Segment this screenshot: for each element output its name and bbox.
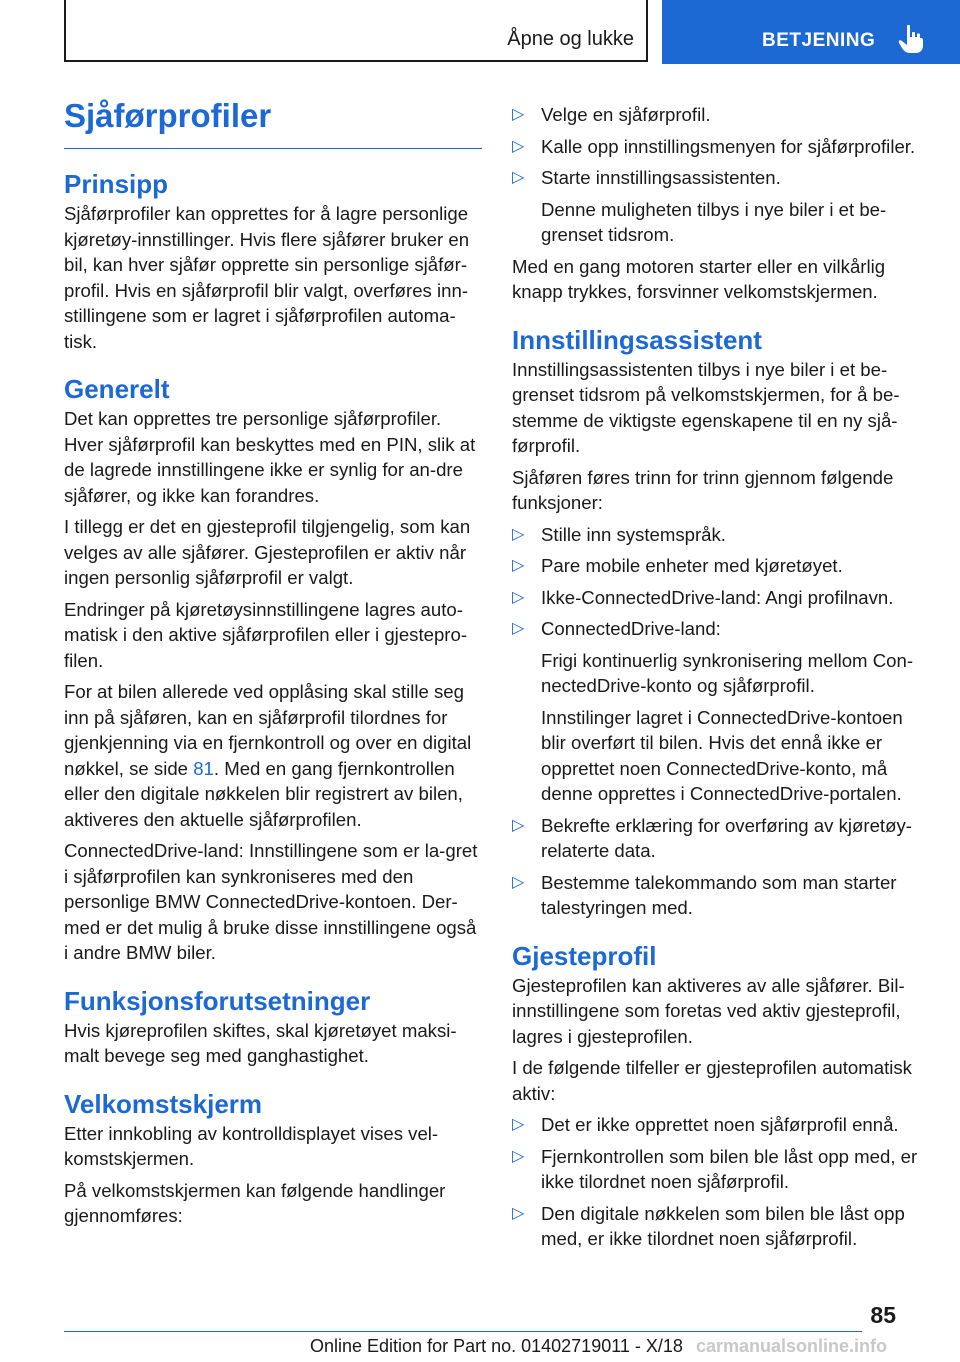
list-item — [512, 165, 930, 248]
list-item — [512, 553, 930, 579]
heading-innstillingsassistent: Innstillingsassistent — [512, 324, 762, 355]
hand-pointer-icon — [898, 24, 924, 54]
list-item — [512, 616, 930, 807]
list-item-note: Innstilinger lagret i ConnectedDrive-kontoen blir overført til bilen. Hvis det ennå ikke er opprettet noen ConnectedDrive-konto, må denne opprettes i ConnectedDrive-portalen. — [541, 706, 903, 804]
header-section-box — [64, 0, 648, 62]
list-item-text: Den digitale nøkkelen som bilen ble låst opp med, er ikke tilordnet noen sjåførprofil. — [541, 1202, 905, 1249]
triangle-bullet-icon: ▷ — [512, 873, 525, 891]
paragraph: Hvis kjøreprofilen skiftes, skal kjøretøyet maksi-malt bevege seg med ganghastighet. — [64, 1019, 457, 1066]
right-column — [512, 102, 930, 1258]
list-item-text: Fjernkontrollen som bilen ble låst opp med, er ikke tilordnet noen sjåførprofil. — [541, 1145, 918, 1192]
footer-divider — [64, 1331, 862, 1332]
paragraph: ConnectedDrive-land: Innstillingene som er la-gret i sjåførprofilen kan synkroniseres med den personlige BMW ConnectedDrive-kontoen. Der-med er det mulig å bruke disse innstillingene også i andre BMW biler. — [64, 840, 478, 963]
heading-funksjonsforutsetninger: Funksjonsforutsetninger — [64, 985, 371, 1016]
chapter-title: BETJENING — [762, 30, 876, 51]
list-item — [512, 134, 930, 160]
section-title: Åpne og lukke — [507, 28, 634, 50]
assistant-functions-list — [512, 522, 930, 921]
list-item-text: Velge en sjåførprofil. — [541, 104, 711, 125]
triangle-bullet-icon: ▷ — [512, 620, 525, 637]
triangle-bullet-icon: ▷ — [512, 169, 525, 186]
welcome-actions-list — [512, 102, 930, 248]
triangle-bullet-icon: ▷ — [512, 557, 525, 574]
paragraph: Det kan opprettes tre personlige sjåførprofiler. Hver sjåførprofil kan beskyttes med en PIN, slik at de lagrede innstillingene ikke er synlig for an-dre sjåfører, og ikke kan forandres. — [64, 408, 476, 506]
paragraph: Etter innkobling av kontrolldisplayet vises vel-komstskjermen. — [64, 1122, 439, 1169]
list-item-note: Frigi kontinuerlig synkronisering mellom Con-nectedDrive-konto og sjåførprofil. — [541, 649, 914, 696]
text: For at bilen allerede ved opplåsing skal stille seg inn på sjåføren, kan en sjåførprofil tilordnes for gjenkjenning via en fjernkontroll og over en digital nøkkel, se side — [64, 681, 472, 779]
list-item-text: Pare mobile enheter med kjøretøyet. — [541, 555, 843, 576]
list-item — [512, 1144, 930, 1195]
watermark: carmanualsonline.info — [696, 1336, 888, 1356]
list-item-text: Bestemme talekommando som man starter talestyringen med. — [541, 871, 897, 918]
edition-note: Online Edition for Part no. 01402719011 - X/18 — [310, 1336, 683, 1356]
list-item — [512, 813, 930, 864]
paragraph: Sjåføren føres trinn for trinn gjennom følgende funksjoner: — [512, 466, 894, 513]
list-item-text: Det er ikke opprettet noen sjåførprofil ennå. — [541, 1114, 899, 1135]
paragraph: Med en gang motoren starter eller en vilkårlig knapp trykkes, forsvinner velkomstskjermen. — [512, 255, 886, 302]
paragraph: Sjåførprofiler kan opprettes for å lagre personlige kjøretøy-innstillinger. Hvis flere sjåfører bruker en bil, kan hver sjåfør opprette sin personlige sjåfør-profil. Hvis en sjåførprofil blir valgt, overføres inn-stillingene som er lagret i sjåførprofilen automa-tisk. — [64, 203, 470, 352]
header-chapter-tab — [662, 0, 960, 64]
left-column — [64, 96, 482, 1235]
page-title: Sjåførprofiler — [64, 96, 482, 149]
paragraph: Innstillingsassistenten tilbys i nye biler i et be-grenset tidsrom på velkomstskjermen, for å be-stemme de viktigste egenskapene til en ny sjå-førprofil. — [512, 358, 900, 456]
paragraph — [64, 679, 482, 832]
list-item-text: Stille inn systemspråk. — [541, 523, 726, 545]
list-item — [512, 1112, 930, 1138]
list-item — [512, 870, 930, 921]
list-item-text: Starte innstillingsassistenten. — [541, 167, 781, 188]
triangle-bullet-icon: ▷ — [512, 1116, 525, 1133]
triangle-bullet-icon: ▷ — [512, 525, 525, 543]
paragraph: På velkomstskjermen kan følgende handlinger gjennomføres: — [64, 1179, 446, 1226]
page-reference-link[interactable]: 81 — [193, 757, 214, 779]
paragraph: Gjesteprofilen kan aktiveres av alle sjåfører. Bil-innstillingene som foretas ved aktiv gjesteprofil, lagres i gjesteprofilen. — [512, 974, 905, 1047]
triangle-bullet-icon: ▷ — [512, 588, 525, 606]
triangle-bullet-icon: ▷ — [512, 1204, 525, 1222]
list-item — [512, 102, 930, 128]
list-item-text: Bekrefte erklæring for overføring av kjøretøy-relaterte data. — [541, 814, 912, 861]
triangle-bullet-icon: ▷ — [512, 137, 525, 155]
list-item — [512, 522, 930, 548]
heading-generelt: Generelt — [64, 374, 170, 404]
text: . Med en gang fjernkontrollen eller den digitale nøkkelen blir registrert av bilen, aktiveres den aktuelle sjåførprofilen. — [64, 757, 463, 830]
list-item — [512, 585, 930, 611]
list-item-note: Denne muligheten tilbys i nye biler i et be-grenset tidsrom. — [541, 198, 887, 245]
triangle-bullet-icon: ▷ — [512, 1147, 525, 1165]
list-item-text: Ikke-ConnectedDrive-land: Angi profilnavn. — [541, 586, 894, 608]
heading-gjesteprofil: Gjesteprofil — [512, 940, 657, 971]
triangle-bullet-icon: ▷ — [512, 816, 525, 834]
page-number: 85 — [870, 1302, 896, 1328]
triangle-bullet-icon: ▷ — [512, 106, 525, 123]
list-item-text: Kalle opp innstillingsmenyen for sjåførprofiler. — [541, 135, 916, 157]
paragraph: Endringer på kjøretøysinnstillingene lagres auto-matisk i den aktive sjåførprofilen eller i gjestepro-filen. — [64, 598, 468, 671]
paragraph: I tillegg er det en gjesteprofil tilgjengelig, som kan velges av alle sjåfører. Gjesteprofilen er aktiv når ingen personlig sjåførprofil er valgt. — [64, 516, 471, 588]
list-item-text: ConnectedDrive-land: — [541, 618, 721, 639]
heading-prinsipp: Prinsipp — [64, 169, 169, 199]
list-item — [512, 1201, 930, 1252]
guest-profile-cases-list — [512, 1112, 930, 1252]
paragraph: I de følgende tilfeller er gjesteprofilen automatisk aktiv: — [512, 1057, 912, 1104]
heading-velkomstskjerm: Velkomstskjerm — [64, 1088, 263, 1119]
